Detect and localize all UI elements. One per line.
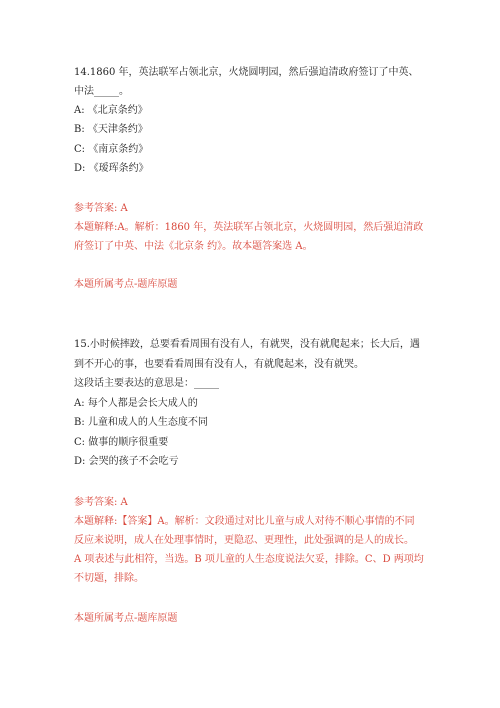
question-14-option-d: D: 《瑷珲条约》	[74, 163, 149, 174]
question-15-option-d: D: 会哭的孩子不会吃亏	[74, 456, 179, 467]
question-14-explanation-line-1: 本题解释:A。解析：1860 年，英法联军占领北京，火烧圆明园，然后强迫清政	[74, 222, 424, 233]
question-14-answer: 参考答案: A	[74, 203, 128, 214]
question-15-stem-line-1: 15.小时候摔跤，总要看看周围有没有人，有就哭，没有就爬起来；长大后，遇	[74, 339, 420, 350]
question-15-explanation-line-1: 本题解释:【答案】A。解析：文段通过对比儿童与成人对待不顺心事情的不同	[74, 516, 415, 527]
question-15-stem-line-3: 这段话主要表达的意思是：_____	[74, 378, 219, 389]
question-14-stem-line-2: 中法_____。	[74, 86, 129, 97]
question-15-explanation-line-3: A 项表述与此相符，当选。B 项儿童的人生态度说法欠妥，排除。C、D 两项均	[74, 554, 424, 565]
question-14-option-a: A: 《北京条约》	[74, 105, 148, 116]
question-14-source: 本题所属考点-题库原题	[74, 279, 178, 290]
question-15-option-b: B: 儿童和成人的人生态度不同	[74, 417, 208, 428]
question-14-option-b: B: 《天津条约》	[74, 124, 148, 135]
question-15-explanation-line-2: 反应来说明，成人在处理事情时，更隐忍、更理性，此处强调的是人的成长。	[74, 535, 414, 546]
question-15-stem-line-2: 到不开心的事，也要看看周围有没有人，有就爬起来，没有就哭。	[74, 359, 364, 370]
question-15-option-c: C: 做事的顺序很重要	[74, 437, 169, 448]
question-15-explanation-line-4: 不切题，排除。	[74, 573, 144, 584]
question-15-answer: 参考答案: A	[74, 497, 128, 508]
question-15-source: 本题所属考点-题库原题	[74, 613, 178, 624]
question-14-option-c: C: 《南京条约》	[74, 144, 149, 155]
question-15-option-a: A: 每个人都是会长大成人的	[74, 398, 198, 409]
question-14-stem-line-1: 14.1860 年，英法联军占领北京，火烧圆明园，然后强迫清政府签订了中英、	[74, 67, 419, 78]
question-14-explanation-line-2: 府签订了中英、中法《北京条 约》。故本题答案选 A。	[74, 241, 313, 252]
